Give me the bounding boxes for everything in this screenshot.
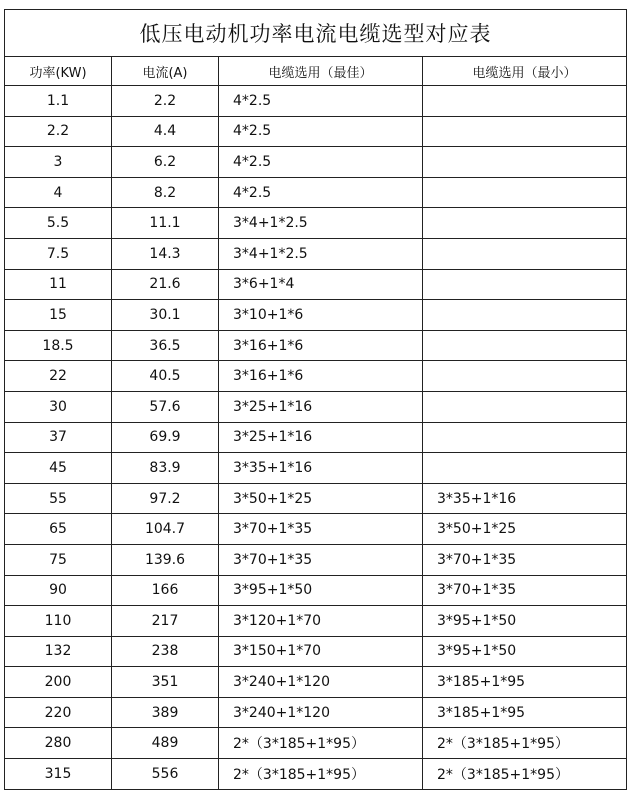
cell-cable-best: 2*（3*185+1*95） [219,728,423,759]
cell-power: 200 [5,667,112,698]
cell-current: 2.2 [112,86,219,117]
table-row [5,391,627,422]
cell-cable-min [423,453,627,484]
cell-cable-best: 4*2.5 [219,177,423,208]
cell-power: 3 [5,147,112,178]
cell-cable-min: 3*35+1*16 [423,483,627,514]
table-row [5,86,627,117]
cell-cable-best: 3*10+1*6 [219,300,423,331]
cell-cable-min: 3*50+1*25 [423,514,627,545]
table-row [5,177,627,208]
table-row [5,575,627,606]
header-cable-best: 电缆选用（最佳） [219,57,423,86]
cell-power: 132 [5,636,112,667]
cell-cable-best: 3*70+1*35 [219,514,423,545]
cell-current: 217 [112,606,219,637]
table-row [5,514,627,545]
cell-power: 11 [5,269,112,300]
header-current: 电流(A) [112,57,219,86]
cell-cable-min [423,177,627,208]
cell-cable-best: 3*50+1*25 [219,483,423,514]
cell-current: 556 [112,759,219,790]
cell-cable-best: 3*150+1*70 [219,636,423,667]
cell-cable-min [423,86,627,117]
cell-power: 55 [5,483,112,514]
cell-cable-min: 3*70+1*35 [423,575,627,606]
table-title: 低压电动机功率电流电缆选型对应表 [5,10,627,57]
cell-power: 15 [5,300,112,331]
cell-current: 83.9 [112,453,219,484]
table-row [5,422,627,453]
header-cable-min: 电缆选用（最小） [423,57,627,86]
cell-cable-best: 3*240+1*120 [219,697,423,728]
cell-current: 69.9 [112,422,219,453]
cell-power: 30 [5,391,112,422]
table-row [5,728,627,759]
cell-cable-best: 3*35+1*16 [219,453,423,484]
cell-cable-min: 2*（3*185+1*95） [423,728,627,759]
cell-cable-best: 3*70+1*35 [219,544,423,575]
table-row [5,361,627,392]
table-row [5,238,627,269]
table-row [5,606,627,637]
cell-current: 238 [112,636,219,667]
cell-cable-min [423,361,627,392]
cell-cable-min [423,116,627,147]
cell-current: 21.6 [112,269,219,300]
table-row [5,116,627,147]
cell-current: 8.2 [112,177,219,208]
cable-selection-table [4,9,627,790]
cell-cable-best: 3*120+1*70 [219,606,423,637]
cell-power: 75 [5,544,112,575]
table-row [5,453,627,484]
cell-cable-min: 3*70+1*35 [423,544,627,575]
cell-current: 40.5 [112,361,219,392]
table-row [5,147,627,178]
cell-cable-best: 3*25+1*16 [219,391,423,422]
cell-current: 489 [112,728,219,759]
cell-current: 104.7 [112,514,219,545]
cell-power: 65 [5,514,112,545]
cell-power: 90 [5,575,112,606]
table-row [5,208,627,239]
header-row [5,57,627,86]
table-row [5,759,627,790]
cell-power: 45 [5,453,112,484]
cell-cable-min: 3*185+1*95 [423,667,627,698]
cell-cable-best: 3*4+1*2.5 [219,208,423,239]
cell-cable-best: 4*2.5 [219,86,423,117]
cell-power: 2.2 [5,116,112,147]
cell-current: 36.5 [112,330,219,361]
cell-power: 37 [5,422,112,453]
cell-cable-min: 3*95+1*50 [423,606,627,637]
cell-cable-min: 3*185+1*95 [423,697,627,728]
cell-power: 22 [5,361,112,392]
cell-cable-best: 3*95+1*50 [219,575,423,606]
cell-current: 97.2 [112,483,219,514]
cell-cable-min: 3*95+1*50 [423,636,627,667]
cell-cable-best: 3*16+1*6 [219,330,423,361]
cell-current: 30.1 [112,300,219,331]
cell-power: 315 [5,759,112,790]
table-row [5,330,627,361]
cell-power: 5.5 [5,208,112,239]
table-row [5,483,627,514]
header-power: 功率(KW) [5,57,112,86]
cell-power: 280 [5,728,112,759]
cell-current: 166 [112,575,219,606]
cell-cable-best: 2*（3*185+1*95） [219,759,423,790]
cell-cable-best: 3*16+1*6 [219,361,423,392]
cell-cable-min [423,208,627,239]
cell-cable-min [423,422,627,453]
table-row [5,667,627,698]
table-row [5,636,627,667]
cell-cable-best: 4*2.5 [219,147,423,178]
cell-cable-min [423,300,627,331]
cell-power: 7.5 [5,238,112,269]
cell-cable-best: 4*2.5 [219,116,423,147]
cell-current: 4.4 [112,116,219,147]
cell-current: 139.6 [112,544,219,575]
cell-current: 14.3 [112,238,219,269]
cell-power: 220 [5,697,112,728]
cell-cable-min [423,269,627,300]
cell-cable-best: 3*6+1*4 [219,269,423,300]
cell-cable-best: 3*4+1*2.5 [219,238,423,269]
cell-current: 389 [112,697,219,728]
table-body [5,86,627,790]
cell-cable-best: 3*25+1*16 [219,422,423,453]
table-row [5,300,627,331]
table-row [5,269,627,300]
cell-current: 11.1 [112,208,219,239]
cell-cable-min [423,391,627,422]
table-row [5,544,627,575]
table-row [5,697,627,728]
cell-cable-best: 3*240+1*120 [219,667,423,698]
cell-power: 4 [5,177,112,208]
cell-current: 57.6 [112,391,219,422]
cell-cable-min: 2*（3*185+1*95） [423,759,627,790]
cell-cable-min [423,330,627,361]
cell-cable-min [423,238,627,269]
cell-power: 18.5 [5,330,112,361]
cell-cable-min [423,147,627,178]
cell-power: 1.1 [5,86,112,117]
cell-power: 110 [5,606,112,637]
cell-current: 6.2 [112,147,219,178]
cell-current: 351 [112,667,219,698]
